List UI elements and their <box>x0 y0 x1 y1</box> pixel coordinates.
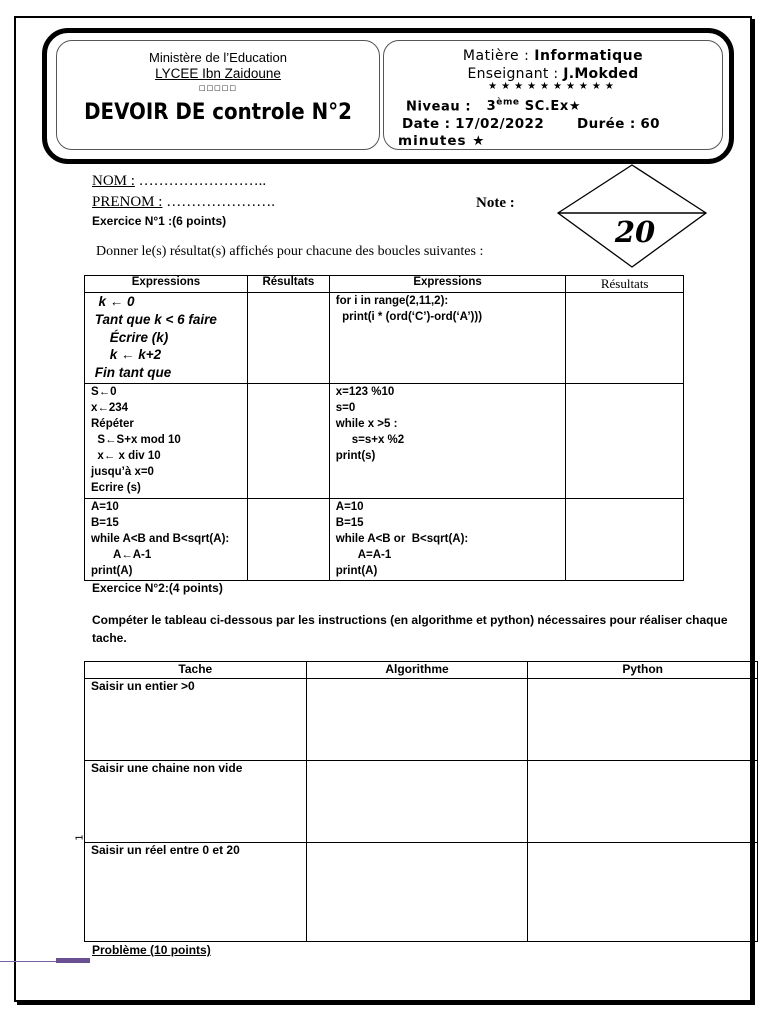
code-line: while x >5 : <box>335 418 398 430</box>
exercise1-instruction: Donner le(s) résultat(s) affichés pour chacune des boucles suivantes : <box>96 244 484 259</box>
result-cell[interactable] <box>247 384 329 499</box>
page-number: 1 <box>74 834 86 841</box>
code-line: print(A) <box>91 565 133 577</box>
school-name: LYCEE Ibn Zaidoune <box>155 66 281 81</box>
student-firstname-field <box>92 194 275 211</box>
expression-cell <box>85 499 248 581</box>
date-label: Date : <box>402 116 451 132</box>
code-line: B=15 <box>91 517 119 529</box>
code-line: Répéter <box>91 418 134 430</box>
note-label: Note : <box>476 195 515 211</box>
level-line <box>406 98 581 114</box>
student-name-field <box>92 173 266 190</box>
expression-cell <box>329 384 566 499</box>
exercise2-instruction: Compéter le tableau ci-dessous par les instructions (en algorithme et python) nécessaires pour réaliser chaque tache. <box>92 613 728 645</box>
code-line: while A<B and B<sqrt(A): <box>91 533 230 545</box>
expression-cell <box>85 293 248 384</box>
teacher-label: Enseignant : <box>467 66 559 82</box>
code-line: print(s) <box>335 450 376 462</box>
subject-label: Matière : <box>462 48 530 64</box>
level-number: 3 <box>486 99 497 115</box>
result-cell[interactable] <box>566 384 684 499</box>
python-answer-cell[interactable] <box>528 679 758 761</box>
subject-value: Informatique <box>534 48 644 64</box>
footer-accent-bar <box>56 958 90 963</box>
code-line: k ← k+2 <box>91 347 162 363</box>
nom-dots: …………………….. <box>134 173 267 189</box>
code-line: jusqu’à x=0 <box>91 466 154 478</box>
code-line: x← x div 10 <box>91 450 161 462</box>
code-line: A=10 <box>335 501 364 513</box>
algorithm-answer-cell[interactable] <box>306 843 528 942</box>
exercise1-title: Exercice N°1 :(6 points) <box>92 214 227 228</box>
expression-cell <box>329 293 566 384</box>
python-answer-cell[interactable] <box>528 761 758 843</box>
subject-line <box>383 48 723 64</box>
expression-cell <box>329 499 566 581</box>
level-value <box>487 99 582 114</box>
table-header-row <box>85 276 684 293</box>
level-class: SC.Ex★ <box>519 99 582 115</box>
code-line: B=15 <box>335 517 364 529</box>
code-line: A←A-1 <box>91 549 152 561</box>
code-line: Tant que k < 6 faire <box>91 311 217 327</box>
table-row <box>85 384 684 499</box>
code-line: x←234 <box>91 402 129 414</box>
code-line: s=0 <box>335 402 356 414</box>
col-header-expressions: Expressions <box>329 276 566 293</box>
exercise2-table <box>84 661 758 942</box>
teacher-line <box>383 66 723 82</box>
ministry-name: Ministère de l’Education <box>148 50 288 65</box>
expression-cell <box>85 384 248 499</box>
algorithm-answer-cell[interactable] <box>306 761 528 843</box>
result-cell[interactable] <box>247 499 329 581</box>
date-line <box>402 116 660 132</box>
table-row <box>85 843 758 942</box>
duration-label: Durée : <box>577 116 636 132</box>
code-line: Ecrire (s) <box>91 482 141 494</box>
table-row <box>85 293 684 384</box>
level-suffix: ème <box>496 98 520 108</box>
code-line: for i in range(2,11,2): <box>335 295 449 307</box>
col-header-algorithm: Algorithme <box>306 662 528 679</box>
score-total: 20 <box>614 215 656 249</box>
code-line: A=10 <box>91 501 119 513</box>
code-line: S←S+x mod 10 <box>91 434 181 446</box>
code-line: s=s+x %2 <box>335 434 405 446</box>
code-line: while A<B or B<sqrt(A): <box>335 533 469 545</box>
python-answer-cell[interactable] <box>528 843 758 942</box>
result-cell[interactable] <box>247 293 329 384</box>
level-label: Niveau : <box>406 99 472 115</box>
code-line: Fin tant que <box>91 365 172 381</box>
date-value: 17/02/2022 <box>455 116 545 132</box>
task-cell: Saisir un réel entre 0 et 20 <box>85 843 307 942</box>
problem-title: Problème (10 points) <box>92 943 211 957</box>
algorithm-answer-cell[interactable] <box>306 679 528 761</box>
nom-label: NOM : <box>92 173 135 189</box>
table-row <box>85 679 758 761</box>
result-cell[interactable] <box>566 293 684 384</box>
exam-title: DEVOIR DE controle N°2 <box>84 100 352 125</box>
code-line: x=123 %10 <box>335 386 395 398</box>
col-header-results: Résultats <box>247 276 329 293</box>
table-row <box>85 499 684 581</box>
prenom-dots: …………………. <box>162 194 275 210</box>
teacher-value: J.Mokded <box>563 66 639 82</box>
star-row: ★★★★★★★★★★ <box>488 81 618 92</box>
code-line: print(A) <box>335 565 378 577</box>
result-cell[interactable] <box>566 499 684 581</box>
col-header-expressions: Expressions <box>85 276 248 293</box>
code-line: S←0 <box>91 386 117 398</box>
duration-value: 60 <box>640 116 660 132</box>
col-header-python: Python <box>528 662 758 679</box>
col-header-task: Tache <box>85 662 307 679</box>
table-row <box>85 761 758 843</box>
duration-unit: minutes ★ <box>398 133 486 149</box>
table-header-row <box>85 662 758 679</box>
exercise1-table <box>84 275 684 581</box>
code-line: Écrire (k) <box>91 329 169 345</box>
prenom-label: PRENOM : <box>92 194 163 210</box>
task-cell: Saisir une chaine non vide <box>85 761 307 843</box>
code-line: print(i * (ord(‘C’)-ord(‘A’))) <box>335 311 483 323</box>
task-cell: Saisir un entier >0 <box>85 679 307 761</box>
col-header-results: Résultats <box>566 276 684 293</box>
code-line: k ← 0 <box>91 294 135 309</box>
exercise2-title: Exercice N°2:(4 points) <box>92 581 223 595</box>
unrendered-glyphs: □□□□□ <box>198 84 238 92</box>
code-line: A=A-1 <box>335 549 392 561</box>
